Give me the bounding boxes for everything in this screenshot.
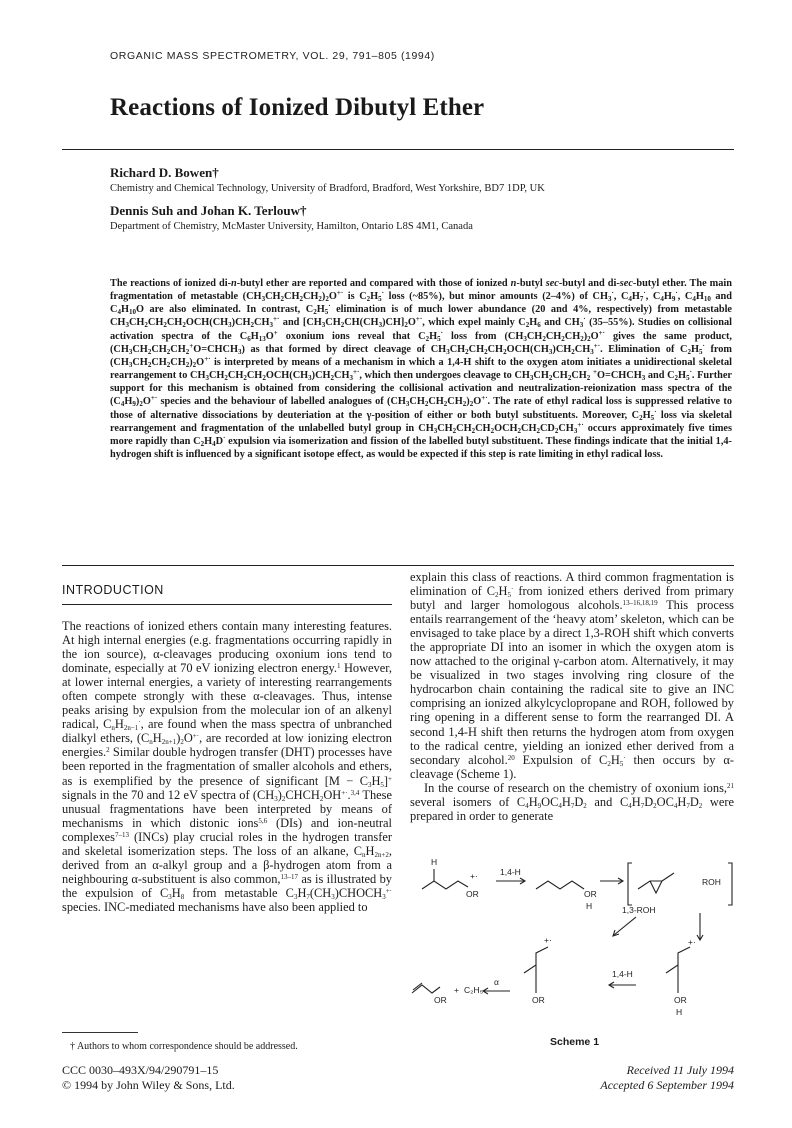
label-plus-sign: +: [454, 985, 459, 995]
abstract: The reactions of ionized di-n-butyl ether are reported and compared with those of ionized n-butyl sec-butyl and di-sec-butyl ether. The main fragmentation of metastable $(CH_3CH_2CH_2CH_2)_2O^{+\cdot}$ is $C_2H_5^\cdot$ loss (~85%), but minor amounts (2–4%) of $CH_3^\cdot$, $C_4H_7^\cdot$, $C_4H_9^\cdot$, $C_4H_{10}$ and $C_4H_{10}O$ are also eliminated. In contrast, $C_2H_5^\cdot$ elimination is of much lower abundance (20 and 4%, respectively) from metastable $CH_3CH_2CH_2CH_2OCH(CH_3)CH_2CH_3^{+\cdot}$ and $[CH_3CH_2CH(CH_3)CH]_2O^{+\cdot}$, which expel mainly $C_2H_6$ and $CH_3^\cdot$ (35–55%). Studies on collisional activation spectra of the $C_6H_{13}O^+$ oxonium ions reveal that $C_2H_5^\cdot$ loss from $(CH_3CH_2CH_2CH_2)_2O^{+\cdot}$ gives the same product, $(CH_3CH_2CH_2CH_2^+O=CHCH_3)$ as that formed by direct cleavage of $CH_3CH_2CH_2CH_2OCH(CH_3)CH_2CH_3^{+\cdot}$. Elimination of $C_2H_5^\cdot$ from $(CH_3CH_2CH_2CH_2)_2O^{+\cdot}$ is interpreted by means of a mechanism in which a 1,4-H shift to the oxygen atom initiates a unidirectional skeletal rearrangement to $CH_3CH_2CH_2CH_2OCH(CH_3)CH_2CH_3^{+\cdot}$, which then undergoes cleavage to $CH_3CH_2CH_2CH_2$ $^+O=CHCH_3$ and $C_2H_5^\cdot$. Further support for this mechanism is obtained from considering the collisional activation and neutralization-reionization mass spectra of the $(C_4H_9)_2O^{+\cdot}$ species and the behaviour of labelled analogues of $(CH_3CH_2CH_2CH_2)_2O^{+\cdot}$. The rate of ethyl radical loss is suppressed relative to those of alternative dissociations by deuteriation at the γ-position of either or both butyl substituents. Moreover, $C_2H_5^\cdot$ loss via skeletal rearrangement and fragmentation of the unlabelled butyl group in $CH_3CH_2CH_2CH_2OCH_2CH_2CD_2CH_3^{+\cdot}$ occurs approximately five times more rapidly than $C_2H_4D^\cdot$ expulsion via isomerization and fission of the labelled butyl substituent. These findings indicate that the initial 1,4-hydrogen shift is influenced by a significant isotope effect, as would be expected if this step is rate limiting in ethyl radical loss.: [110, 278, 733, 461]
zigzag-chain-2: [536, 881, 584, 889]
scheme-1-diagram: [404, 853, 736, 1028]
footnote: † Authors to whom correspondence should be addressed.: [70, 1041, 298, 1052]
received-date: Received 11 July 1994: [626, 1063, 734, 1077]
affiliation-2: Department of Chemistry, McMaster University, Hamilton, Ontario L8S 4M1, Canada: [110, 221, 473, 232]
label-alpha: α: [494, 977, 499, 987]
label-14h-shift-b: 1,4-H: [612, 969, 633, 979]
label-h-top: H: [431, 857, 438, 867]
article-title: Reactions of Ionized Dibutyl Ether: [110, 94, 485, 121]
dates-block: [600, 1063, 734, 1093]
zigzag-chain-1: [422, 881, 468, 889]
copyright-block: [62, 1063, 235, 1093]
label-or-3: OR: [434, 995, 447, 1005]
author-2: Dennis Suh and Johan K. Terlouw†: [110, 203, 307, 218]
introduction-left-column: The reactions of ionized ethers contain many interesting features. At high internal energies (e.g. fragmentations occurring rapidly in the ion source), α-cleavages producing oxonium ions tend to dominate, especially at 70 eV ionizing electron energy.$^1$ However, at lower internal energies, a variety of interesting rearrangements often compete strongly with these α-cleavages. Thus, intense peaks arising by expulsion from the molecular ion of an alkenyl radical, $C_nH_{2n-1}^\cdot$, are found when the mass spectra of unbranched dialkyl ethers, $(C_nH_{2n+1})_2O^{+\cdot}$, are recorded at low ionizing electron energies.$^2$ Similar double hydrogen transfer (DHT) processes have been reported in the fragmentation of smaller alcohols and ethers, as is exemplified by the presence of significant $[M - C_3H_5]^+$ signals in the 70 and 12 eV spectra of $(CH_3)_2CHCH_2OH^{+\cdot}.^{3,4}$ These unusual fragmentations have been interpreted by means of mechanisms in which distonic ions$^{5,6}$ (DIs) and ion-neutral complexes$^{7-13}$ (INCs) play crucial roles in the hydrogen transfer and skeletal isomerization steps. The loss of an alkane, $C_nH_{2n+2}$, derived from an α-alkyl group and a β-hydrogen atom from a neighbouring α-substituent is also common,$^{13-17}$ as is illustrated by the expulsion of $C_3H_8$ from metastable $C_3H_7(CH_3)CHOCH_3^{+\cdot}$ species. INC-mediated mechanisms have also been applied to: [62, 619, 393, 914]
label-or-4: OR: [532, 995, 545, 1005]
label-13-roh: 1,3-ROH: [622, 905, 656, 915]
author-1: Richard D. Bowen†: [110, 165, 219, 180]
ccc-code: CCC 0030–493X/94/290791–15: [62, 1063, 219, 1077]
journal-header: ORGANIC MASS SPECTROMETRY, VOL. 29, 791–805 (1994): [110, 50, 435, 62]
label-or-5: OR: [674, 995, 687, 1005]
enol-ether-fragment: [412, 985, 440, 993]
label-c2h5: C₂H₅·: [464, 985, 486, 995]
introduction-right-column: explain this class of reactions. A third common fragmentation is elimination of $C_2H_5^\cdot$ from ionized ethers derived from primary butyl and larger homologous alcohols.$^{13-16,18,19}$ This process entails rearrangement of the ‘heavy atom’ skeleton, which can be envisaged to take place by a direct 1,3-ROH shift which converts the appropriate DI into an isomer in which the oxygen atom is now attached to the original γ-carbon atom. Alternatively, it may be visualized in two stages involving ring closure of the hydrocarbon chain containing the radical site to give an INC comprising an ionized alkylcyclopropane and ROH, followed by ring opening in a different sense to form the rearranged DI. A second 1,4-H shift then returns the hydrogen atom from oxygen to the radical centre, yielding an ionized ether derived from a secondary alcohol.$^{20}$ Expulsion of $C_2H_5^\cdot$ then occurs by α-cleavage (Scheme 1). In the course of research on the chemistry of oxonium ions,$^{21}$ several isomers of $C_4H_9OC_4H_7D_2$ and $C_4H_7D_2OC_4H_7D_2$ were prepared in order to generate: [410, 570, 734, 823]
label-14h-shift-a: 1,4-H: [500, 867, 521, 877]
abstract-rule: [62, 565, 734, 566]
affiliation-1: Chemistry and Chemical Technology, University of Bradford, Bradford, West Yorkshire, BD7 1DP, UK: [110, 183, 545, 194]
copyright-line: © 1994 by John Wiley & Sons, Ltd.: [62, 1078, 235, 1092]
arrow-13-roh: [614, 917, 636, 935]
label-h-5: H: [676, 1007, 683, 1017]
label-or-1: OR: [466, 889, 479, 899]
accepted-date: Accepted 6 September 1994: [600, 1078, 734, 1092]
label-h-2: H: [586, 901, 593, 911]
cyclopropane-ion: [638, 881, 662, 893]
footnote-rule: [62, 1032, 138, 1033]
section-heading-introduction: INTRODUCTION: [62, 583, 164, 597]
label-roh: ROH: [702, 877, 721, 887]
label-radical-cation-1: +·: [470, 871, 478, 881]
title-rule: [62, 149, 734, 150]
scheme-caption: Scheme 1: [550, 1036, 600, 1048]
section-heading-rule: [62, 604, 392, 605]
label-radical-cation-3: +·: [688, 937, 696, 947]
bracket-right: [728, 863, 732, 905]
label-radical-cation-2: +·: [544, 935, 552, 945]
bracket-left: [628, 863, 632, 905]
label-or-2: OR: [584, 889, 597, 899]
